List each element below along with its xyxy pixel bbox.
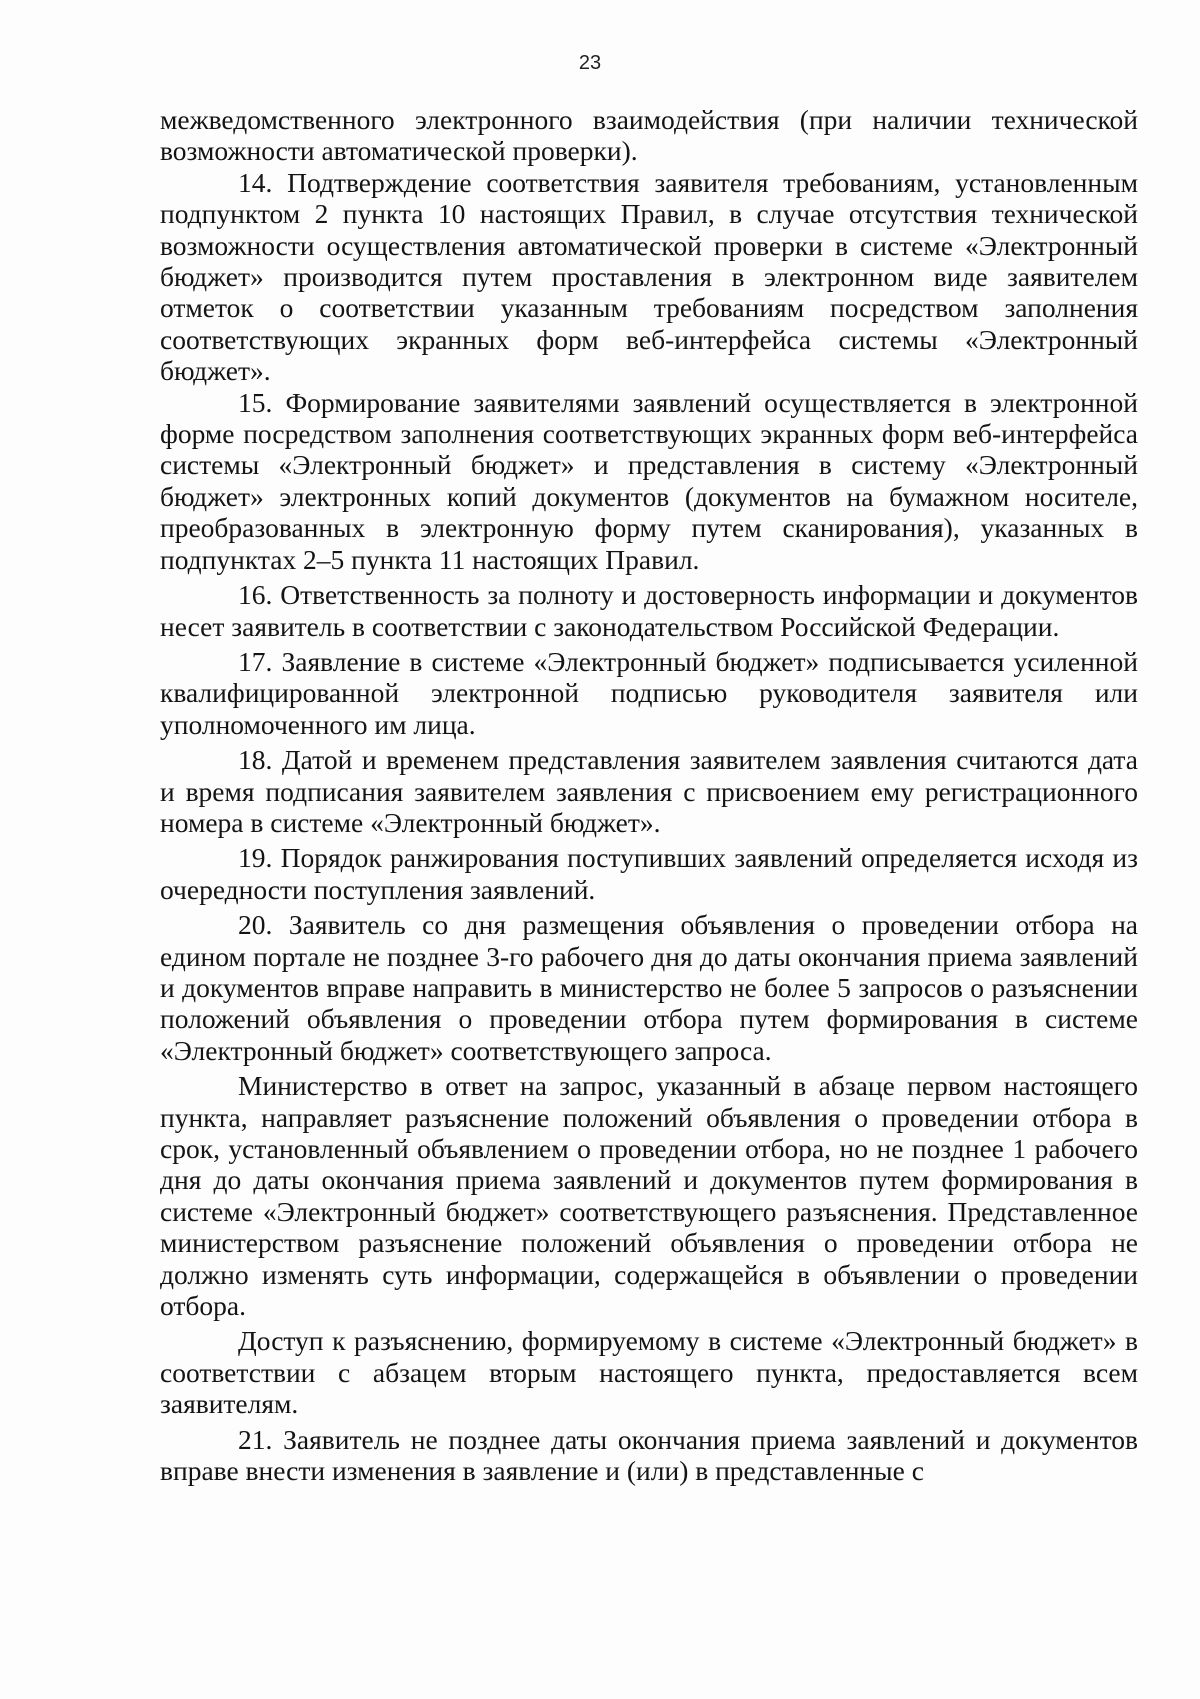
- paragraph-item-20-third: Доступ к разъяснению, формируемому в системе «Электронный бюджет» в соответствии с абзацем вторым настоящего пункта, предоставляется всем заявителям.: [160, 1325, 1138, 1420]
- paragraph-item-20-second: Министерство в ответ на запрос, указанный в абзаце первом настоящего пункта, направляет разъяснение положений объявления о проведении отбора в срок, установленный объявлением о проведении отбора, но не позднее 1 рабочего дня до даты окончания приема заявлений и документов путем формирования в системе «Электронный бюджет» соответствующего разъяснения. Представленное министерством разъяснение положений объявления о проведении отбора не должно изменять суть информации, содержащейся в объявлении о проведении отбора.: [160, 1070, 1138, 1322]
- paragraph-item-14: 14. Подтверждение соответствия заявителя требованиям, установленным подпунктом 2 пункта 10 настоящих Правил, в случае отсутствия технической возможности осуществления автоматической проверки в системе «Электронный бюджет» производится путем проставления в электронном виде заявителем отметок о соответствии указанным требованиям посредством заполнения соответствующих экранных форм веб-интерфейса системы «Электронный бюджет».: [160, 166, 1138, 387]
- document-body: [160, 104, 1138, 1486]
- paragraph-continuation: межведомственного электронного взаимодействия (при наличии технической возможности автоматической проверки).: [160, 104, 1138, 167]
- page-number: 23: [578, 52, 602, 74]
- paragraph-item-18: 18. Датой и временем представления заявителем заявления считаются дата и время подписания заявителем заявления с присвоением ему регистрационного номера в системе «Электронный бюджет».: [160, 744, 1138, 838]
- paragraph-item-19: 19. Порядок ранжирования поступивших заявлений определяется исходя из очередности поступления заявлений.: [160, 842, 1138, 905]
- paragraph-item-20: 20. Заявитель со дня размещения объявления о проведении отбора на едином портале не позднее 3-го рабочего дня до даты окончания приема заявлений и документов вправе направить в министерство не более 5 запросов о разъяснении положений объявления о проведении отбора путем формирования в системе «Электронный бюджет» соответствующего запроса.: [160, 909, 1138, 1066]
- paragraph-item-21: 21. Заявитель не позднее даты окончания приема заявлений и документов вправе внести изменения в заявление и (или) в представленные с: [160, 1423, 1138, 1487]
- paragraph-item-16: 16. Ответственность за полноту и достоверность информации и документов несет заявитель в соответствии с законодательством Российской Федерации.: [160, 579, 1138, 642]
- paragraph-item-15: 15. Формирование заявителями заявлений осуществляется в электронной форме посредством заполнения соответствующих экранных форм веб-интерфейса системы «Электронный бюджет» и представления в систему «Электронный бюджет» электронных копий документов (документов на бумажном носителе, преобразованных в электронную форму путем сканирования), указанных в подпунктах 2–5 пункта 11 настоящих Правил.: [160, 386, 1138, 575]
- paragraph-item-17: 17. Заявление в системе «Электронный бюджет» подписывается усиленной квалифицированной электронной подписью руководителя заявителя или уполномоченного им лица.: [160, 645, 1138, 740]
